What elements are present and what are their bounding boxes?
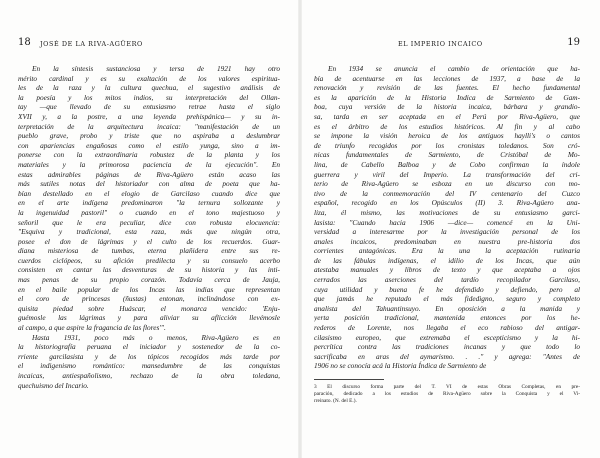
text-line: pueblo grave, probo y triste que no aspiraba a deslumbrar xyxy=(18,131,280,141)
text-line: al campo, a que aspire la fragancia de las flores'". xyxy=(18,323,166,333)
left-page xyxy=(18,37,280,390)
text-line: nicas fundamentales de Sarmiento, de Cristóbal de Mo- xyxy=(314,150,580,160)
text-line: corrientes antagónicas. Era la una la aceptación rutinaria xyxy=(314,246,580,256)
text-line: es el árbitro de los estudios históricos. Al fin y al cabo xyxy=(314,121,580,131)
text-line: estas admirables páginas de Riva-Agüero están acaso las xyxy=(18,169,280,179)
text-line: Hasta 1931, poco más o menos, Riva-Agüero es en xyxy=(32,332,280,342)
text-line: tivo de la conmemoración del IV centenario del Cuzco xyxy=(314,188,580,198)
text-line: anales incaicos, predominaban en nuestra pre-historia dos xyxy=(314,236,580,246)
text-line: se impone la visión heroica de los antiguos haylli's o cantos xyxy=(314,131,580,141)
text-line: yerta posición tradicional, mantenida entonces por los he- xyxy=(314,313,580,323)
text-line: incaicas, antiespañolismo, rechazo de la obra toledana, xyxy=(18,371,280,380)
text-line: señoril que le era peculiar, dice con robusta elocuencia: xyxy=(18,217,280,227)
text-line: lasista: "Cuando hacia 1906 —dice— comencé en la Uni- xyxy=(314,217,580,227)
text-line: bían destellado en el elogio de Garcilaso cuando dice que xyxy=(18,188,280,198)
text-line: boa, cuya versión de la historia incaica, bárbara y grandio- xyxy=(314,102,580,112)
text-line: guerrera y viril del Imperio. La transformación del cri- xyxy=(314,169,580,179)
footnote-line: paración, dedicado a los estudios de Riva-Agüero sobre la Conquista y el Vi- xyxy=(314,391,580,397)
right-body-text xyxy=(314,64,580,371)
text-line: en el arte indígena predominaron "la ternura sollozante y xyxy=(18,198,280,208)
left-page-number: 18 xyxy=(18,37,31,48)
text-line: tay —que llevado de su entusiasmo retrae hasta el siglo xyxy=(18,102,280,112)
text-line: de triunfo recogidos por los cronistas toledanos. Son cró- xyxy=(314,140,580,150)
text-line: analista del Tahuantinsuyo. En oposición a la manida y xyxy=(314,303,580,313)
text-line: En la síntesis sustanciosa y tersa de 1921 hay otro xyxy=(32,64,280,73)
text-line: rederos de Lorente, nos llegaba el eco rabioso del antigar- xyxy=(314,323,580,333)
right-page-number: 19 xyxy=(567,37,580,48)
text-line: el indigenismo romántico: mansedumbre de las conquistas xyxy=(18,361,280,371)
text-line: XVII y, a la postre, a una leyenda prehispánica— y su in- xyxy=(18,111,280,121)
text-line: cuerdos ciclópeos, su afición predilecta y su consuelo acerbo xyxy=(18,255,280,265)
text-line: cuya utilidad y buena fe he defendido y defiendo, pero al xyxy=(314,284,580,294)
text-line: renovación y revisión de las fuentes. El hecho fundamental xyxy=(314,83,580,93)
footnote-rule xyxy=(314,379,384,380)
left-running-title: JOSÉ DE LA RIVA-AGÜERO xyxy=(40,40,143,48)
text-line: es la aparición de la Historia Indica de Sarmiento de Gam- xyxy=(314,92,580,102)
text-line: de las fábulas indígenas, el idilio de los Incas, que aún xyxy=(314,255,580,265)
text-line: el coro de princesas (ñustas) entonan, inclinándose con ex- xyxy=(18,294,280,304)
text-line: en el baile popular de los Incas las indias que representan xyxy=(18,284,280,294)
footnote-line: 3 El discurso forma parte del T. VI de estas Obras Completas, en pre- xyxy=(314,384,580,390)
text-line: la poesía y los mitos indios, su interpretación del Ollan- xyxy=(18,92,280,102)
footnote-line: rreinato. (N. del E.). xyxy=(314,398,357,404)
text-line: les de la raza y la cultura quechua, el sugestivo análisis de xyxy=(18,83,280,93)
left-body-text xyxy=(18,64,280,390)
text-line: bía de acentuarse en las lecciones de 1937, a base de la xyxy=(314,73,580,83)
text-line: posee el don de lágrimas y el culto de los recuerdos. Guar- xyxy=(18,236,280,246)
right-page xyxy=(314,37,580,405)
text-line: que jamás he reputado el más fidedigno, seguro y completo xyxy=(314,294,580,304)
text-line: la historiografía peruana el iniciador y sostenedor de la co- xyxy=(18,342,280,352)
text-line: percrítica contra las tradiciones incanas y que todo lo xyxy=(314,342,580,352)
right-running-title: EL IMPERIO INCAICO xyxy=(398,40,483,48)
text-line: cilasismo europeo, que extremaba el escepticismo y la hi- xyxy=(314,332,580,342)
footnote xyxy=(314,384,580,405)
text-line: consisten en cantar las desventuras de su historia y las inti- xyxy=(18,265,280,275)
text-line: rriente garcilasista y de los tópicos recogidos más tarde por xyxy=(18,351,280,361)
text-line: español, recogido en los Opúsculos (II) 3. Riva-Agüero ana- xyxy=(314,198,580,208)
text-line: cerrados las aserciones del tardío recopilador Garcilaso, xyxy=(314,275,580,285)
text-line: sacrificaba en aras del aymarismo. . ." y agrega: "Antes de xyxy=(314,351,580,361)
text-line: atestaba manuales y libros de texto y que aceptaba a ojos xyxy=(314,265,580,275)
text-line: materiales y la primorosa paciencia de la ejecución". En xyxy=(18,159,280,169)
text-line: quisita piedad sobre Huáscar, el monarca vencido: 'Enju- xyxy=(18,303,280,313)
text-line: mas penas de su propio corazón. Todavía cerca de Jauja, xyxy=(18,275,280,285)
text-line: con apariencias engañosas como el estilo yunga, sino a im- xyxy=(18,140,280,150)
text-line: diana misteriosa de tumbas, eterna plañidera entre sus re- xyxy=(18,246,280,256)
text-line: "Esquiva y tradicional, esta raza, más que ningún otra, xyxy=(18,227,280,237)
text-line: versidad a interesarme por la investigación personal de los xyxy=(314,227,580,237)
text-line: quechuismo del Incario. xyxy=(18,380,89,390)
book-gutter xyxy=(298,0,302,458)
left-running-head xyxy=(18,37,280,54)
text-line: En 1934 se anuncia el cambio de orientación que ha- xyxy=(328,64,580,73)
text-line: liza, él mismo, las motivaciones de su entusiasmo garci- xyxy=(314,207,580,217)
text-line: 1906 no se conocía acá la Historia Índica de Sarmiento de xyxy=(314,361,487,371)
text-line: terio de Riva-Agüero se esboza en un discurso con mo- xyxy=(314,179,580,189)
text-line: mérito cardinal y es su exaltación de los valores espiritua- xyxy=(18,73,280,83)
right-running-head xyxy=(314,37,580,54)
text-line: lina, de Cabello Balboa y de Cobo confirman la índole xyxy=(314,159,580,169)
text-line: terpretación de la arquitectura incaica: "manifestación de un xyxy=(18,121,280,131)
text-line: sa, tarda en ser aceptada en el Perú por Riva-Agüero, que xyxy=(314,111,580,121)
text-line: más sutiles notas del historiador con alma de poeta que ha- xyxy=(18,179,280,189)
text-line: guémosle las lágrimas y para aliviar su aflicción llevémosle xyxy=(18,313,280,323)
text-line: ponerse con la extraordinaria robustez de la planta y los xyxy=(18,150,280,160)
text-line: la ingenuidad pastoril" o cuando en el tono majestuoso y xyxy=(18,207,280,217)
